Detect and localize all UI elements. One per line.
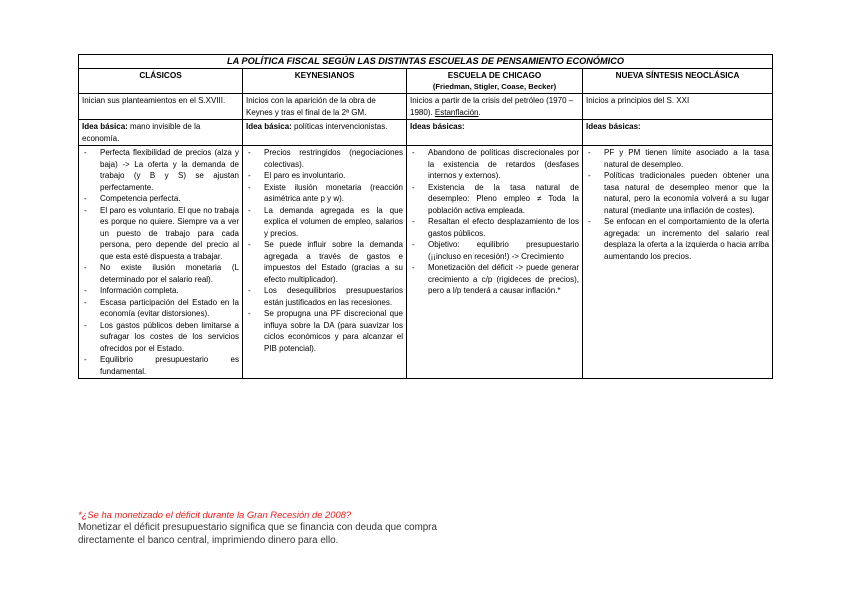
origin-chicago: Inicios a partir de la crisis del petróleo (1970 – 1980). Estanflación.: [407, 94, 583, 120]
answer-line: Monetizar el déficit presupuestario significa que se financia con deuda que compra: [78, 522, 437, 533]
header-sublabel: (Friedman, Stigler, Coase, Becker): [432, 82, 557, 91]
title-row: [79, 55, 773, 69]
list-item: - El paro es voluntario. El que no trabaja es porque no quiere. Siempre va a ver un puesto de trabajo para cada persona, pero depende del precio al que esta esté dispuesta a trabajar.: [82, 205, 239, 263]
items-row: [79, 146, 773, 379]
list-item: - Existencia de la tasa natural de desempleo: Pleno empleo ≠ Toda la población activa empleada.: [410, 182, 579, 217]
document-sheet: [78, 54, 772, 379]
idea-label: Ideas básicas:: [586, 122, 641, 131]
list-item: - Objetivo: equilibrio presupuestario (¡¡incluso en recesión!) -> Crecimiento: [410, 239, 579, 262]
header-row: [79, 69, 773, 94]
origin-link: Estanflación: [434, 107, 479, 117]
list-item: - Precios restringidos (negociaciones colectivas).: [246, 147, 403, 170]
column-header-chicago: [407, 69, 583, 94]
idea-label: Ideas básicas:: [410, 122, 465, 131]
list-item: - Competencia perfecta.: [82, 193, 239, 205]
idea-chicago: [407, 120, 583, 146]
items-neoclasica: [583, 146, 773, 379]
items-clasicos: [79, 146, 243, 379]
list-item: - Resaltan el efecto desplazamiento de los gastos públicos.: [410, 216, 579, 239]
list-item: - El paro es involuntario.: [246, 170, 403, 182]
footnote: [78, 509, 778, 547]
list-item: - Se puede influir sobre la demanda agregada a través de gastos e impuestos del Estado (gracias a su efecto multiplicador).: [246, 239, 403, 285]
idea-label: Idea básica:: [82, 122, 128, 131]
answer-line: directamente el banco central, imprimiendo dinero para ello.: [78, 535, 339, 546]
footnote-question: *¿Se ha monetizado el déficit durante la Gran Recesión de 2008?: [78, 509, 352, 520]
idea-text: mano invisible de la economía.: [82, 122, 201, 143]
list-item: - Escasa participación del Estado en la economía (evitar distorsiones).: [82, 297, 239, 320]
list-item: - Información completa.: [82, 285, 239, 297]
bullet-list: [246, 147, 403, 354]
list-item: - Los gastos públicos deben limitarse a sufragar los costes de los servicios ofrecidos por el Estado.: [82, 320, 239, 355]
header-label: ESCUELA DE CHICAGO: [447, 71, 542, 80]
list-item: - Se propugna una PF discrecional que influya sobre la DA (para suavizar los ciclos económicos y para alcanzar el PIB potencial).: [246, 308, 403, 354]
list-item: - Existe ilusión monetaria (reacción asimétrica ante p y w).: [246, 182, 403, 205]
header-label: CLÁSICOS: [139, 71, 182, 80]
list-item: - Perfecta flexibilidad de precios (alza y baja) -> La oferta y la demanda de trabajo (y B y S) se ajustan perfectamente.: [82, 147, 239, 193]
origin-keynesianos: Inicios con la aparición de la obra de Keynes y tras el final de la 2ª GM.: [243, 94, 407, 120]
header-label: NUEVA SÍNTESIS NEOCLÁSICA: [615, 71, 740, 80]
fiscal-policy-table: [78, 54, 773, 379]
list-item: - Los desequilibrios presupuestarios están justificados en las recesiones.: [246, 285, 403, 308]
list-item: - Políticas tradicionales pueden obtener una tasa natural de desempleo menor que la natural, pero la economía volverá a su lugar natural (mediante una inflación de costes).: [586, 170, 769, 216]
idea-label: Idea básica:: [246, 122, 292, 131]
list-item: - Abandono de políticas discrecionales por la existencia de retardos (desfases internos y externos).: [410, 147, 579, 182]
footnote-answer: [78, 521, 778, 547]
column-header-keynesianos: [243, 69, 407, 94]
bullet-list: [586, 147, 769, 262]
list-item: - Monetización del déficit -> puede generar crecimiento a c/p (rigideces de precios), pero a l/p tenderá a causar inflación.*: [410, 262, 579, 297]
idea-keynesianos: [243, 120, 407, 146]
list-item: - Equilibrio presupuestario es fundamental.: [82, 354, 239, 377]
items-keynesianos: [243, 146, 407, 379]
items-chicago: [407, 146, 583, 379]
list-item: - PF y PM tienen límite asociado a la tasa natural de desempleo.: [586, 147, 769, 170]
idea-neoclasica: [583, 120, 773, 146]
origin-clasicos: Inician sus planteamientos en el S.XVIII.: [79, 94, 243, 120]
bullet-list: [82, 147, 239, 377]
origin-row: [79, 94, 773, 120]
origin-text: Inicios a partir de la crisis del petróleo (1970 – 1980).: [410, 96, 574, 117]
table-title: LA POLÍTICA FISCAL SEGÚN LAS DISTINTAS ESCUELAS DE PENSAMIENTO ECONÓMICO: [79, 55, 773, 69]
bullet-list: [410, 147, 579, 297]
list-item: - No existe ilusión monetaria (L determinado por el salario real).: [82, 262, 239, 285]
column-header-clasicos: [79, 69, 243, 94]
idea-text: políticas intervencionistas.: [291, 122, 388, 131]
list-item: - Se enfocan en el comportamiento de la oferta agregada: un incremento del salario real desplaza la oferta a la izquierda o hacia arriba aumentando los precios.: [586, 216, 769, 262]
idea-clasicos: [79, 120, 243, 146]
column-header-neoclasica: [583, 69, 773, 94]
list-item: - La demanda agregada es la que explica el volumen de empleo, salarios y precios.: [246, 205, 403, 240]
origin-neoclasica: Inicios a principios del S. XXI: [583, 94, 773, 120]
header-label: KEYNESIANOS: [294, 71, 355, 80]
idea-row: [79, 120, 773, 146]
